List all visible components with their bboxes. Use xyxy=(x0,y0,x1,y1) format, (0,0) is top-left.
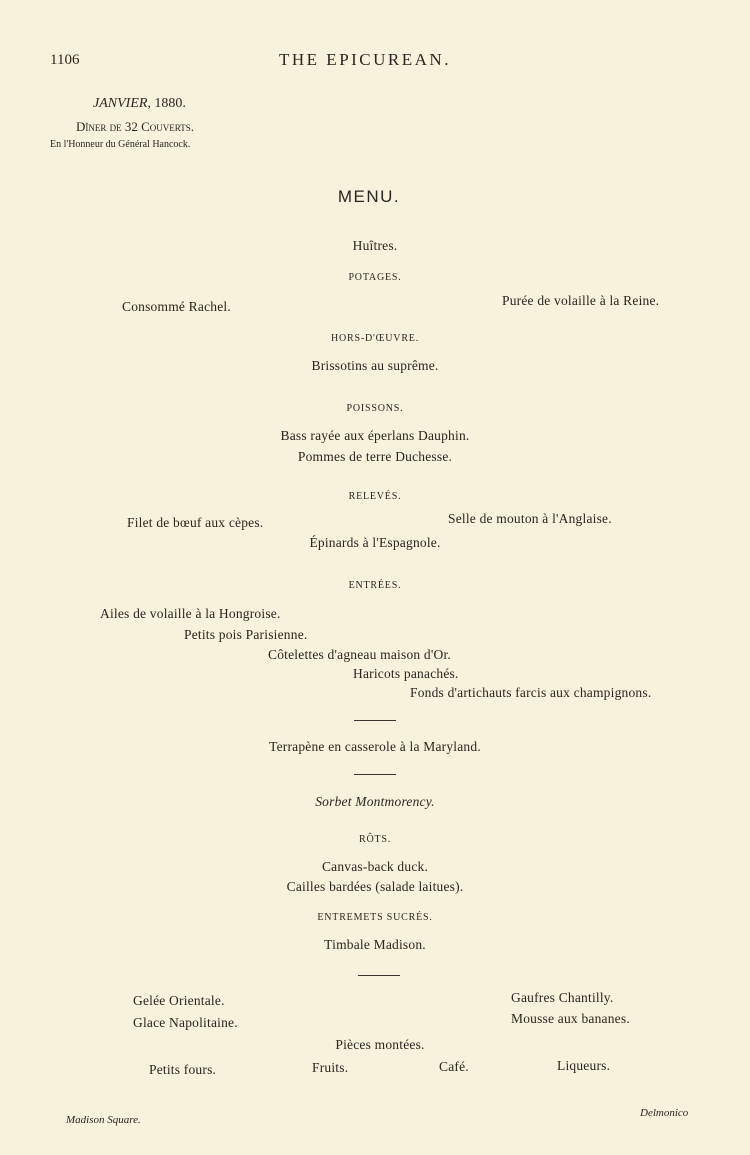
entrees-item-5: Fonds d'artichauts farcis aux champignons. xyxy=(410,685,652,700)
poissons-heading: POISSONS. xyxy=(346,403,404,414)
rots-item-1: Canvas-back duck. xyxy=(321,859,429,874)
entrees-item-1: Ailes de volaille à la Hongroise. xyxy=(100,606,281,621)
rots-item-2: Cailles bardées (salade laitues). xyxy=(286,879,464,894)
dessert-center: Pièces montées. xyxy=(335,1037,425,1052)
occasion-month: JANVIER, xyxy=(93,96,151,111)
potage-right: Purée de volaille à la Reine. xyxy=(502,293,660,308)
terrapin: Terrapène en casserole à la Maryland. xyxy=(269,739,481,754)
hors-doeuvre-item: Brissotins au suprême. xyxy=(311,358,439,373)
dessert-right-1: Gaufres Chantilly. xyxy=(511,990,614,1005)
oysters: Huîtres. xyxy=(352,238,398,253)
releves-left: Filet de bœuf aux cèpes. xyxy=(127,515,264,530)
entremets-heading: ENTREMETS SUCRÉS. xyxy=(317,912,433,923)
entrees-item-4: Haricots panachés. xyxy=(353,666,459,681)
poissons-item-1: Bass rayée aux éperlans Dauphin. xyxy=(280,428,470,443)
hors-doeuvre-heading: HORS-D'ŒUVRE. xyxy=(330,333,420,344)
potages-heading: POTAGES. xyxy=(348,272,402,283)
dessert-left-1: Gelée Orientale. xyxy=(133,993,225,1008)
menu-title: MENU. xyxy=(337,187,401,206)
fruits: Fruits. xyxy=(312,1060,349,1075)
divider-1 xyxy=(354,720,396,721)
page-number: 1106 xyxy=(50,52,80,68)
book-title: THE EPICUREAN. xyxy=(279,50,451,69)
occasion-dinner: Dîner de 32 Couverts. xyxy=(76,119,195,134)
entremets-item: Timbale Madison. xyxy=(324,937,426,952)
releves-heading: RELEVÉS. xyxy=(348,491,402,502)
petits-fours: Petits fours. xyxy=(149,1062,217,1077)
entrees-item-2: Petits pois Parisienne. xyxy=(184,627,308,642)
entrees-heading: ENTRÉES. xyxy=(348,580,402,591)
potage-left: Consommé Rachel. xyxy=(122,299,231,314)
releves-center: Épinards à l'Espagnole. xyxy=(309,535,441,550)
entrees-item-3: Côtelettes d'agneau maison d'Or. xyxy=(268,647,451,662)
occasion-date xyxy=(93,97,186,111)
rots-heading: RÔTS. xyxy=(358,834,392,845)
sorbet: Sorbet Montmorency. xyxy=(315,794,435,809)
footer-left: Madison Square. xyxy=(66,1114,141,1126)
footer-right: Delmonico xyxy=(640,1107,689,1119)
dessert-right-2: Mousse aux bananes. xyxy=(511,1011,630,1026)
occasion-year: 1880. xyxy=(154,96,186,111)
liqueurs: Liqueurs. xyxy=(557,1058,611,1073)
cafe: Café. xyxy=(439,1059,469,1074)
poissons-item-2: Pommes de terre Duchesse. xyxy=(297,449,453,464)
occasion-honour: En l'Honneur du Général Hancock. xyxy=(50,139,191,150)
divider-3 xyxy=(358,975,400,976)
releves-right: Selle de mouton à l'Anglaise. xyxy=(448,511,612,526)
dessert-left-2: Glace Napolitaine. xyxy=(133,1015,238,1030)
divider-2 xyxy=(354,774,396,775)
